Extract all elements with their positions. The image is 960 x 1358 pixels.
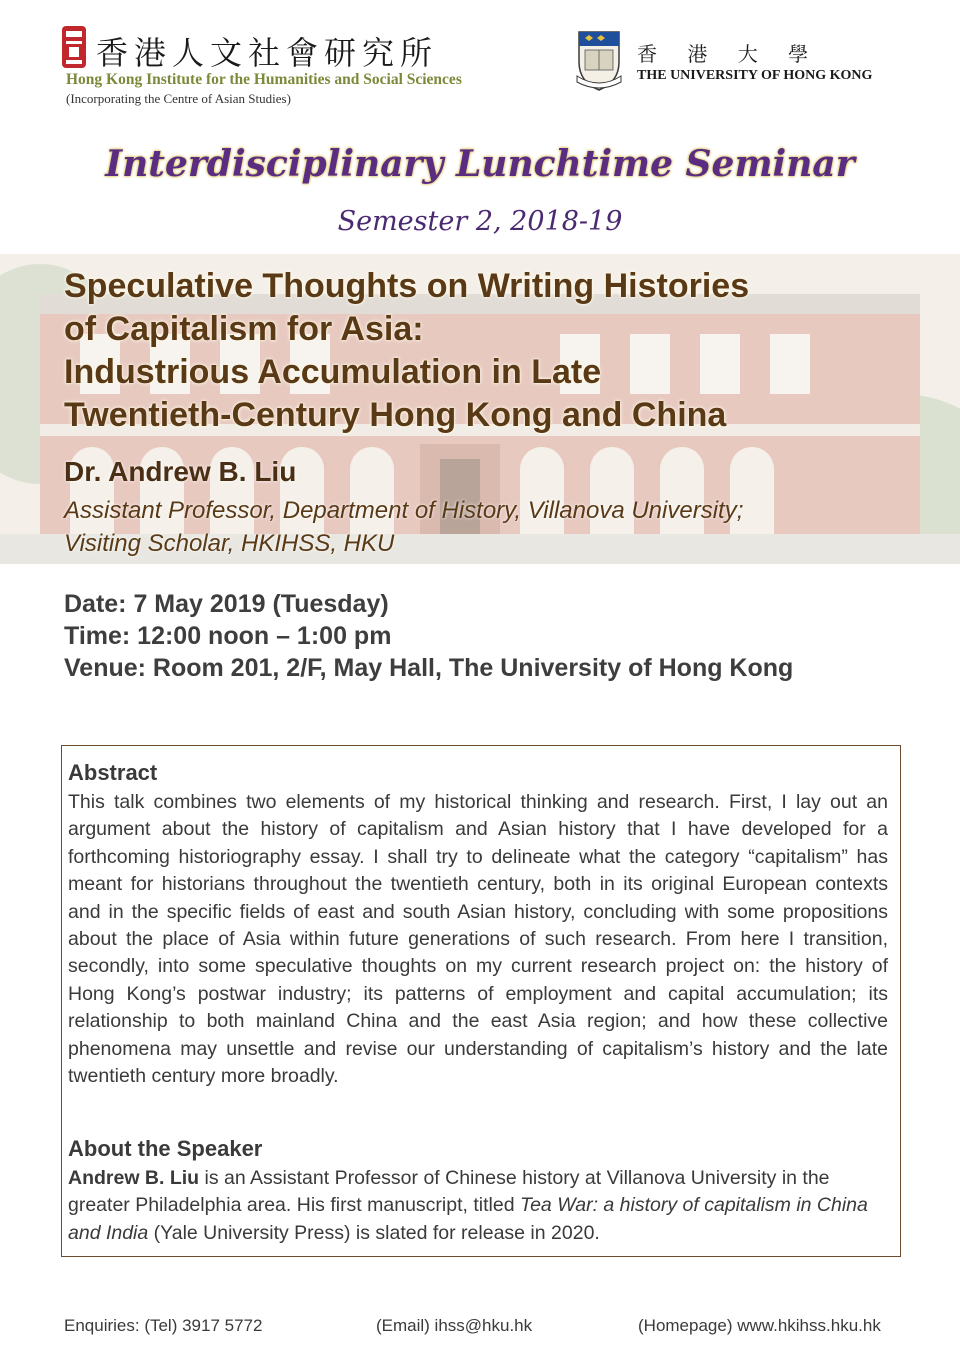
talk-title-line: Twentieth-Century Hong Kong and China xyxy=(64,396,727,434)
university-crest-icon xyxy=(575,28,623,92)
footer-tel: Enquiries: (Tel) 3917 5772 xyxy=(64,1316,263,1335)
event-venue: Venue: Room 201, 2/F, May Hall, The University of Hong Kong xyxy=(64,654,794,682)
event-date: Date: 7 May 2019 (Tuesday) xyxy=(64,590,389,618)
series-title: Interdisciplinary Lunchtime Seminar xyxy=(105,143,855,185)
abstract-text: This talk combines two elements of my historical thinking and research. First, I lay out an argument about the history of capitalism and Asian history that I have developed for a forthcoming historiography essay. I shall try to delineate what the category “capitalism” has meant for historians throughout the twentieth century, both in its original European contexts and in the specific fields of east and south Asian history, concluding with some propositions about the place of Asia within future generations of such research. From here I transition, secondly, into some speculative thoughts on my current research project on: the history of Hong Kong’s postwar industry; its patterns of employment and capital accumulation; its relationship to both mainland China and the east Asia region; and how these collective phenomena may unsettle and revise our understanding of capitalism’s history and the late twentieth century more broadly. xyxy=(68,791,888,1088)
footer-email: (Email) ihss@hku.hk xyxy=(376,1316,533,1335)
talk-title-line: Industrious Accumulation in Late xyxy=(64,353,602,391)
speaker-affiliation xyxy=(64,494,743,560)
hkihss-logo xyxy=(60,22,530,110)
about-text-part: (Yale University Press) is slated for release in 2020. xyxy=(148,1221,600,1244)
abstract-box xyxy=(61,745,901,1257)
about-speaker-heading: About the Speaker xyxy=(68,1136,263,1161)
about-speaker-name: Andrew B. Liu xyxy=(68,1167,200,1189)
about-text-part: is an Assistant Professor of Chinese history at Villanova University in the greater Philadelphia area. His first manuscript, titled xyxy=(68,1167,830,1217)
footer-homepage: (Homepage) www.hkihss.hku.hk xyxy=(638,1316,881,1335)
speaker-role-line: Assistant Professor, Department of History, Villanova University; xyxy=(64,497,744,524)
speaker-name: Dr. Andrew B. Liu xyxy=(64,456,297,487)
hku-logo xyxy=(575,28,915,98)
university-chinese-name: 香 港 大 學 xyxy=(637,42,821,66)
abstract-heading: Abstract xyxy=(68,760,158,785)
institute-chinese-name: 香港人文社會研究所 xyxy=(96,34,439,72)
semester-label: Semester 2, 2018-19 xyxy=(337,206,623,237)
university-english-name: THE UNIVERSITY OF HONG KONG xyxy=(637,68,873,83)
event-time: Time: 12:00 noon – 1:00 pm xyxy=(64,622,392,650)
talk-title xyxy=(64,265,924,437)
institute-english-name: Hong Kong Institute for the Humanities and Social Sciences xyxy=(66,71,462,88)
book-title: Tea War: a history of capitalism in China and India xyxy=(68,1194,868,1244)
institute-note: (Incorporating the Centre of Asian Studies) xyxy=(66,91,291,106)
speaker-role-line: Visiting Scholar, HKIHSS, HKU xyxy=(64,530,395,557)
talk-title-line: of Capitalism for Asia: xyxy=(64,310,424,348)
about-speaker-text xyxy=(68,1165,888,1247)
event-details xyxy=(64,588,793,684)
talk-title-line: Speculative Thoughts on Writing Histories xyxy=(64,267,750,305)
seal-icon xyxy=(60,24,88,70)
